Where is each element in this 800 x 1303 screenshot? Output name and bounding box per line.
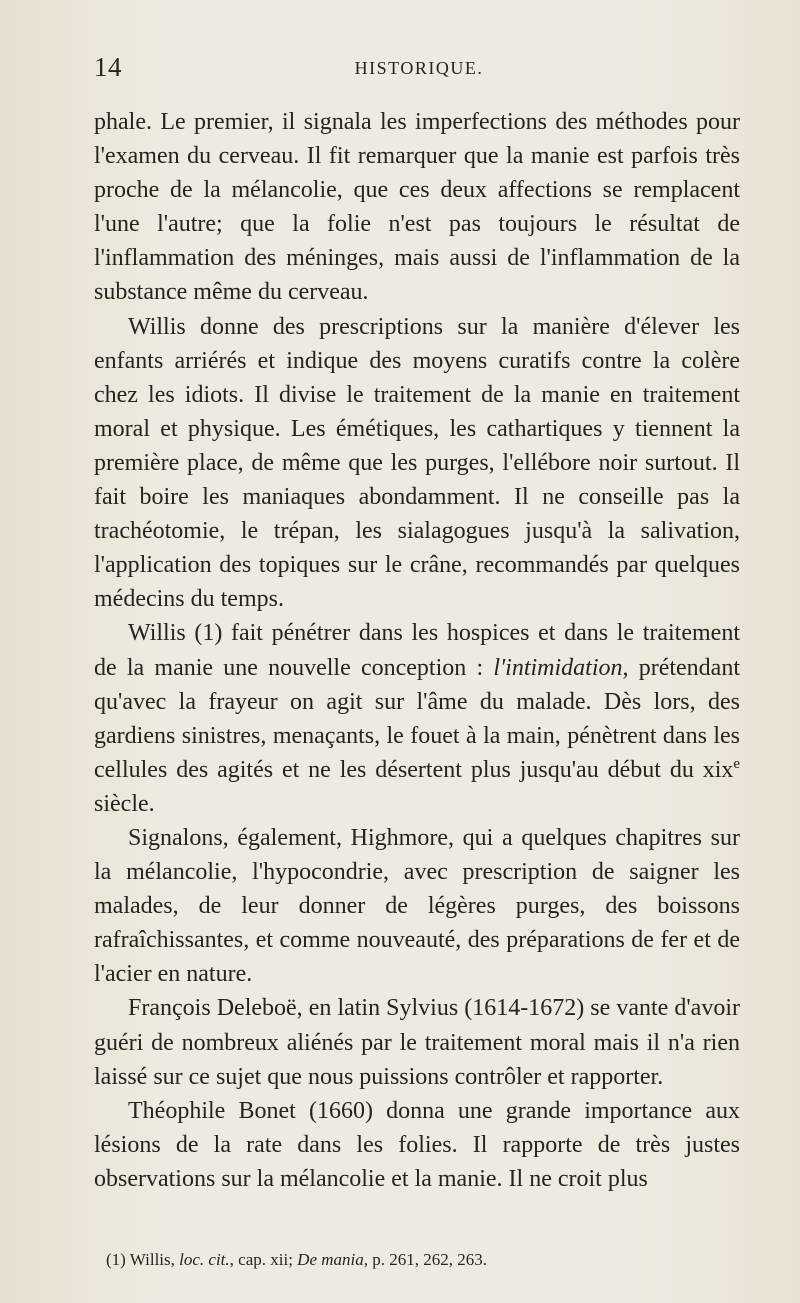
running-title: HISTORIQUE. bbox=[354, 58, 484, 78]
century-superscript: e bbox=[733, 755, 740, 772]
paragraph-5: François Deleboë, en latin Sylvius (1614-1672) se vante d'avoir guéri de nombreux aliénés par le traitement moral mais il n'a rien laissé sur ce sujet que nous puissions contrôler et rapporter. bbox=[94, 995, 740, 1090]
paragraph-2: Willis donne des prescriptions sur la manière d'élever les enfants arriérés et indique des moyens curatifs contre la colère chez les idiots. Il divise le traitement de la manie en traitement moral et physique. Les émétiques, les cathartiques y tiennent la première place, de même que les purges, l'ellébore noir surtout. Il fait boire les maniaques abondamment. Il ne conseille pas la trachéotomie, le trépan, les sialagogues jusqu'à la salivation, l'application des topiques sur le crâne, recommandés par quelques médecins du temps. bbox=[94, 313, 740, 613]
page-header bbox=[94, 52, 744, 88]
footnote-loc-cit: loc. cit. bbox=[179, 1250, 230, 1269]
footnote-de-mania: De mania bbox=[297, 1250, 364, 1269]
intimidation-term: l'intimidation bbox=[493, 654, 623, 681]
footnote-after: , p. 261, 262, 263. bbox=[363, 1250, 487, 1269]
body-text bbox=[94, 105, 740, 1196]
paragraph-4: Signalons, également, Highmore, qui a quelques chapitres sur la mélancolie, l'hypocondrie, avec prescription de saigner les malades, de leur donner de légères purges, des boissons rafraîchissantes, et comme nouveauté, des préparations de fer et de l'acier en nature. bbox=[94, 824, 740, 988]
paragraph-3-after: , prétendant qu'avec la frayeur on agit sur l'âme du malade. Dès lors, des gardiens sinistres, menaçants, le fouet à la main, pénètrent dans les cellules des agités et ne les désertent plus jusqu'au début du xix bbox=[94, 654, 740, 783]
footnote bbox=[106, 1249, 746, 1271]
paragraph-3-end: siècle. bbox=[94, 790, 155, 817]
paragraph-1: phale. Le premier, il signala les imperfections des méthodes pour l'examen du cerveau. Il fit remarquer que la manie est parfois très proche de la mélancolie, que ces deux affections se remplacent l'une l'autre; que la folie n'est pas toujours le résultat de l'inflammation des méninges, mais aussi de l'inflammation de la substance même du cerveau. bbox=[94, 109, 740, 306]
footnote-before: (1) Willis, bbox=[106, 1250, 180, 1269]
page-number: 14 bbox=[94, 52, 122, 82]
paragraph-3 bbox=[94, 616, 740, 821]
footnote-middle: , cap. xii; bbox=[229, 1250, 298, 1269]
paragraph-6: Théophile Bonet (1660) donna une grande importance aux lésions de la rate dans les folies. Il rapporte de très justes observations sur la mélancolie et la manie. Il ne croit plus bbox=[94, 1097, 740, 1192]
paragraph-3-before: Willis (1) fait pénétrer dans les hospices et dans le traitement de la manie une nouvelle conception : bbox=[94, 620, 740, 681]
